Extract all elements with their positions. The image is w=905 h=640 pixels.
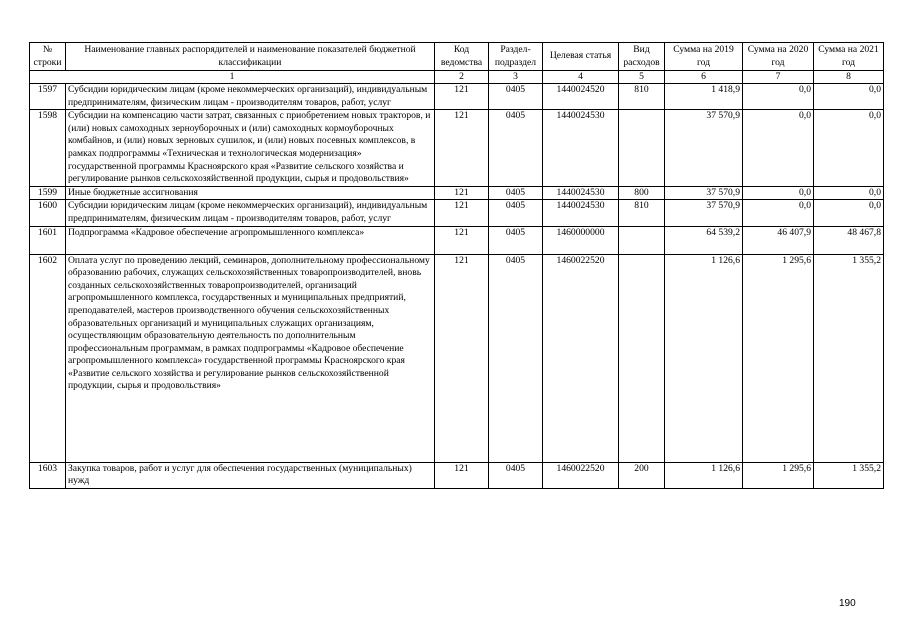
row-sum-2020: 0,0 — [743, 186, 814, 200]
row-section: 0405 — [489, 462, 543, 488]
row-sum-2021: 0,0 — [814, 186, 884, 200]
header-row — [30, 43, 884, 71]
column-number: 7 — [743, 71, 814, 84]
row-sum-2020: 0,0 — [743, 84, 814, 110]
row-sum-2021: 1 355,2 — [814, 254, 884, 462]
row-target: 1460000000 — [543, 226, 619, 254]
row-sum-2020: 46 407,9 — [743, 226, 814, 254]
table-row — [30, 462, 884, 488]
row-section: 0405 — [489, 84, 543, 110]
row-name: Закупка товаров, работ и услуг для обеспечения государственных (муниципальных) нужд — [66, 462, 435, 488]
column-number: 2 — [435, 71, 489, 84]
row-expense-type: 810 — [619, 200, 665, 226]
row-number: 1599 — [30, 186, 66, 200]
row-target: 1440024520 — [543, 84, 619, 110]
row-sum-2021: 0,0 — [814, 110, 884, 187]
row-name: Субсидии юридическим лицам (кроме некоммерческих организаций), индивидуальным предпринимателям, физическим лицам - производителям товаров, работ, услуг — [66, 84, 435, 110]
column-number: 3 — [489, 71, 543, 84]
row-dept-code: 121 — [435, 110, 489, 187]
header-sum-2021: Сумма на 2021 год — [814, 43, 884, 71]
row-sum-2019: 37 570,9 — [665, 200, 743, 226]
row-sum-2020: 1 295,6 — [743, 462, 814, 488]
row-number: 1602 — [30, 254, 66, 462]
row-expense-type: 200 — [619, 462, 665, 488]
column-number: 4 — [543, 71, 619, 84]
row-name: Иные бюджетные ассигнования — [66, 186, 435, 200]
row-name: Субсидии на компенсацию части затрат, связанных с приобретением новых тракторов, и (или) новых самоходных зерноуборочных и (или) самоходных кормоуборочных комбайнов, и (или) новых зерновых сушилок, и (или) новых посевных комплексов, в рамках подпрограммы «Техническая и технологическая модернизация» государственной программы Красноярского края «Развитие сельского хозяйства и регулирование рынков сельскохозяйственной продукции, сырья и продовольствия» — [66, 110, 435, 187]
row-sum-2020: 0,0 — [743, 200, 814, 226]
row-expense-type — [619, 110, 665, 187]
row-dept-code: 121 — [435, 186, 489, 200]
header-sum-2019: Сумма на 2019 год — [665, 43, 743, 71]
row-sum-2019: 1 418,9 — [665, 84, 743, 110]
header-target: Целевая статья — [543, 43, 619, 71]
row-sum-2020: 1 295,6 — [743, 254, 814, 462]
row-sum-2021: 48 467,8 — [814, 226, 884, 254]
row-section: 0405 — [489, 226, 543, 254]
row-target: 1440024530 — [543, 200, 619, 226]
table-row — [30, 254, 884, 462]
column-number: 6 — [665, 71, 743, 84]
row-section: 0405 — [489, 186, 543, 200]
header-row-num: № строки — [30, 43, 66, 71]
row-dept-code: 121 — [435, 254, 489, 462]
column-number: 8 — [814, 71, 884, 84]
row-sum-2020: 0,0 — [743, 110, 814, 187]
column-number: 1 — [30, 71, 435, 84]
row-sum-2019: 37 570,9 — [665, 110, 743, 187]
column-number-row — [30, 71, 884, 84]
table-row — [30, 84, 884, 110]
table-row — [30, 200, 884, 226]
row-dept-code: 121 — [435, 462, 489, 488]
header-name: Наименование главных распорядителей и наименование показателей бюджетной классификации — [66, 43, 435, 71]
budget-table — [29, 42, 884, 489]
row-target: 1460022520 — [543, 462, 619, 488]
row-sum-2019: 1 126,6 — [665, 462, 743, 488]
table-row — [30, 186, 884, 200]
table-row — [30, 110, 884, 187]
row-section: 0405 — [489, 200, 543, 226]
row-sum-2021: 0,0 — [814, 84, 884, 110]
row-number: 1598 — [30, 110, 66, 187]
row-sum-2021: 1 355,2 — [814, 462, 884, 488]
row-section: 0405 — [489, 110, 543, 187]
row-expense-type: 800 — [619, 186, 665, 200]
row-section: 0405 — [489, 254, 543, 462]
row-expense-type — [619, 226, 665, 254]
row-name: Подпрограмма «Кадровое обеспечение агропромышленного комплекса» — [66, 226, 435, 254]
row-dept-code: 121 — [435, 200, 489, 226]
row-target: 1440024530 — [543, 186, 619, 200]
row-dept-code: 121 — [435, 84, 489, 110]
row-sum-2019: 37 570,9 — [665, 186, 743, 200]
row-number: 1600 — [30, 200, 66, 226]
row-number: 1601 — [30, 226, 66, 254]
row-expense-type — [619, 254, 665, 462]
row-name: Субсидии юридическим лицам (кроме некоммерческих организаций), индивидуальным предпринимателям, физическим лицам - производителям товаров, работ, услуг — [66, 200, 435, 226]
row-sum-2019: 1 126,6 — [665, 254, 743, 462]
row-sum-2019: 64 539,2 — [665, 226, 743, 254]
row-name: Оплата услуг по проведению лекций, семинаров, дополнительному профессиональному образованию рабочих, служащих сельскохозяйственных товаропроизводителей, вновь созданных сельскохозяйственных товаропроизводителей, организаций агропромышленного комплекса, государственных и муниципальных предприятий, преподавателей, мастеров производственного обучения сельскохозяйственных образовательных организаций и муниципальных служащих организациям, осуществляющим образовательную деятельность по дополнительным профессиональным программам, в рамках подпрограммы «Кадровое обеспечение агропромышленного комплекса» государственной программы Красноярского края «Развитие сельского хозяйства и регулирование рынков сельскохозяйственной продукции, сырья и продовольствия» — [66, 254, 435, 462]
row-expense-type: 810 — [619, 84, 665, 110]
row-dept-code: 121 — [435, 226, 489, 254]
header-sum-2020: Сумма на 2020 год — [743, 43, 814, 71]
column-number: 5 — [619, 71, 665, 84]
page-number: 190 — [839, 598, 856, 609]
header-section: Раздел-подраздел — [489, 43, 543, 71]
row-target: 1440024530 — [543, 110, 619, 187]
row-target: 1460022520 — [543, 254, 619, 462]
table-row — [30, 226, 884, 254]
row-number: 1603 — [30, 462, 66, 488]
row-sum-2021: 0,0 — [814, 200, 884, 226]
header-dept-code: Код ведомства — [435, 43, 489, 71]
header-expense-type: Вид расходов — [619, 43, 665, 71]
row-number: 1597 — [30, 84, 66, 110]
